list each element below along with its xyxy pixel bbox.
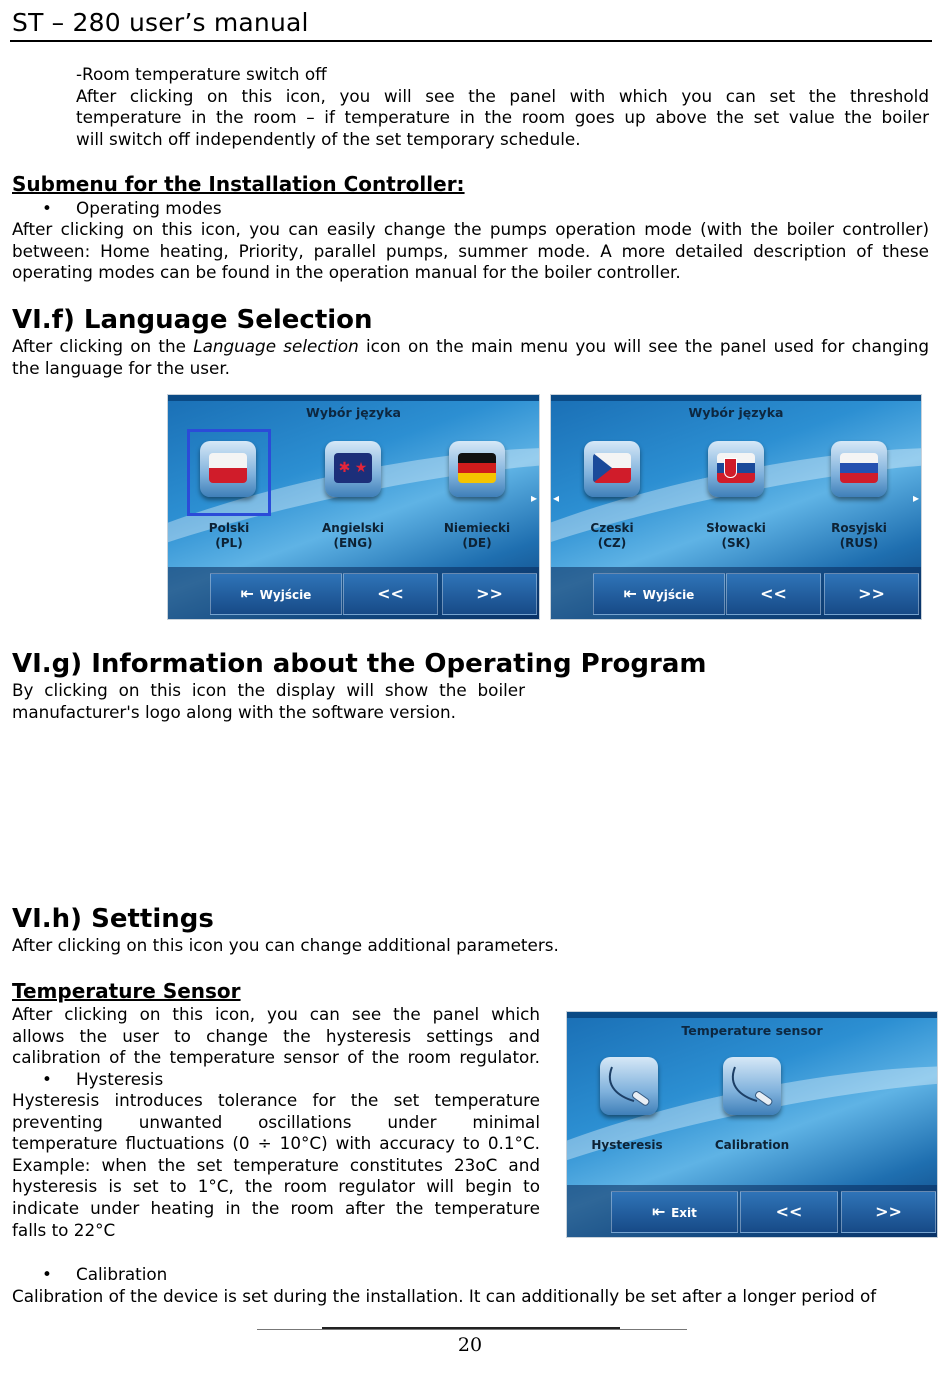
installation-bullet-text: Operating modes	[76, 198, 222, 218]
prev-button[interactable]: <<	[343, 573, 438, 615]
screen-title: Temperature sensor	[681, 1023, 823, 1038]
next-button[interactable]: >>	[442, 573, 537, 615]
installation-heading: Submenu for the Installation Controller:	[12, 172, 465, 196]
exit-icon: ⇤	[652, 1202, 666, 1221]
installation-paragraph	[12, 219, 929, 284]
lang-label-pl: Polski (PL)	[208, 521, 250, 550]
flag-button-eng[interactable]	[325, 441, 381, 497]
czech-flag-icon	[593, 453, 631, 483]
settings-heading: VI.h) Settings	[12, 904, 214, 934]
hyst-line-5: hysteresis is set to 1°C, the room regulator will begin to	[12, 1176, 540, 1197]
header-rule	[10, 40, 932, 42]
room-switch-line-2: temperature in the room – if temperature in the room goes up above the set value the boiler	[76, 107, 929, 128]
hysteresis-bullet-text: Hysteresis	[76, 1069, 164, 1089]
info-line-2: manufacturer's logo along with the software version.	[12, 701, 457, 722]
next-button[interactable]: >>	[824, 573, 919, 615]
exit-button[interactable]: ⇤ Wyjście	[210, 573, 342, 615]
exit-icon: ⇤	[240, 584, 255, 603]
language-selection-emphasis: Language selection	[193, 336, 359, 356]
footer-rule	[257, 1329, 687, 1330]
info-line-1: By clicking on this icon the display will show the boiler	[12, 680, 525, 700]
bullet-dot: •	[42, 198, 52, 218]
flag-button-pl[interactable]	[200, 441, 256, 497]
hysteresis-paragraph	[12, 1090, 540, 1241]
document-header: ST – 280 user’s manual	[12, 8, 309, 37]
screen-topbar	[168, 395, 539, 401]
room-switch-line-3: will switch off independently of the set temporary schedule.	[76, 128, 581, 149]
scroll-left-icon: ◂	[553, 491, 560, 505]
installation-line-2: between: Home heating, Priority, parallel pumps, summer mode. A more detailed description of these	[12, 240, 929, 261]
language-line-1: After clicking on the Language selection icon on the main menu you will see the panel used for changing	[12, 336, 929, 356]
footer-rule-bold	[322, 1327, 620, 1329]
bullet-dot: •	[42, 1069, 52, 1089]
calibration-button[interactable]	[723, 1057, 781, 1115]
hyst-line-7: falls to 22°C	[12, 1219, 116, 1240]
hyst-line-3: temperature fluctuations (0 ÷ 10°C) with accuracy to 0.1°C.	[12, 1133, 540, 1154]
screen-topbar	[567, 1012, 937, 1018]
sensor-paragraph	[12, 1004, 540, 1069]
hysteresis-bullet	[0, 1069, 400, 1091]
calibration-bullet	[0, 1264, 400, 1286]
exit-icon: ⇤	[623, 584, 638, 603]
prev-button[interactable]: <<	[740, 1191, 838, 1233]
lang-label-rus: Rosyjski (RUS)	[831, 521, 887, 550]
sensor-probe-icon	[723, 1057, 781, 1115]
exit-button[interactable]: ⇤ Wyjście	[593, 573, 725, 615]
info-heading: VI.g) Information about the Operating Program	[12, 649, 707, 679]
sensor-line-3: calibration of the temperature sensor of the room regulator.	[12, 1047, 540, 1068]
room-switch-section	[76, 64, 929, 150]
language-heading: VI.f) Language Selection	[12, 305, 373, 335]
screen-title: Wybór języka	[688, 405, 784, 420]
sensor-screen	[566, 1011, 938, 1238]
lang-label-eng: Angielski (ENG)	[321, 521, 385, 550]
next-button[interactable]: >>	[841, 1191, 936, 1233]
flag-button-sk[interactable]	[708, 441, 764, 497]
installation-line-1: After clicking on this icon, you can easily change the pumps operation mode (with the boiler controller)	[12, 219, 929, 239]
sensor-line-2: allows the user to change the hysteresis settings and	[12, 1025, 540, 1046]
sensor-probe-icon	[600, 1057, 658, 1115]
screen-button-bar	[551, 567, 921, 619]
installation-line-3: operating modes can be found in the operation manual for the boiler controller.	[12, 262, 681, 283]
screen-title: Wybór języka	[306, 405, 401, 420]
hysteresis-button[interactable]	[600, 1057, 658, 1115]
language-paragraph	[12, 336, 929, 379]
info-paragraph	[12, 680, 525, 723]
language-line-2: the language for the user.	[12, 357, 231, 378]
scroll-right-icon: ▸	[912, 491, 919, 505]
flag-button-cz[interactable]	[584, 441, 640, 497]
exit-button[interactable]: ⇤ Exit	[611, 1191, 738, 1233]
hyst-line-2: preventing unwanted oscillations under minimal	[12, 1111, 540, 1132]
new-zealand-flag-icon: ✱ ★	[334, 453, 372, 483]
scroll-right-icon: ▸	[530, 491, 537, 505]
language-screen-1	[167, 394, 540, 620]
hysteresis-label: Hysteresis	[591, 1138, 663, 1152]
settings-line: After clicking on this icon you can change additional parameters.	[12, 935, 559, 955]
prev-button[interactable]: <<	[726, 573, 821, 615]
calibration-line: Calibration of the device is set during the installation. It can additionally be set after a longer period of	[12, 1286, 877, 1306]
room-switch-heading: -Room temperature switch off	[76, 64, 327, 84]
germany-flag-icon	[458, 453, 496, 483]
room-switch-line-1: After clicking on this icon, you will see the panel with which you can set the threshold	[76, 85, 929, 106]
hyst-line-4: Example: when the set temperature constitutes 23oC and	[12, 1154, 540, 1175]
russia-flag-icon	[840, 453, 878, 483]
lang-label-cz: Czeski (CZ)	[590, 521, 634, 550]
hyst-line-1: Hysteresis introduces tolerance for the set temperature	[12, 1090, 540, 1110]
bullet-dot: •	[42, 1264, 52, 1284]
slovakia-flag-icon	[717, 453, 755, 483]
hyst-line-6: indicate under heating in the room after the temperature	[12, 1197, 540, 1218]
page-number: 20	[457, 1334, 483, 1356]
installation-bullet	[0, 198, 400, 220]
flag-button-de[interactable]	[449, 441, 505, 497]
language-screen-2	[550, 394, 922, 620]
screen-button-bar	[567, 1185, 937, 1237]
lang-label-sk: Słowacki (SK)	[706, 521, 766, 550]
screen-button-bar	[168, 567, 539, 619]
poland-flag-icon	[209, 453, 247, 483]
calibration-label: Calibration	[714, 1138, 790, 1152]
flag-button-rus[interactable]	[831, 441, 887, 497]
sensor-heading: Temperature Sensor	[12, 979, 241, 1003]
calibration-bullet-text: Calibration	[76, 1264, 168, 1284]
lang-label-de: Niemiecki (DE)	[443, 521, 511, 550]
sensor-line-1: After clicking on this icon, you can see the panel which	[12, 1004, 540, 1024]
screen-topbar	[551, 395, 921, 401]
